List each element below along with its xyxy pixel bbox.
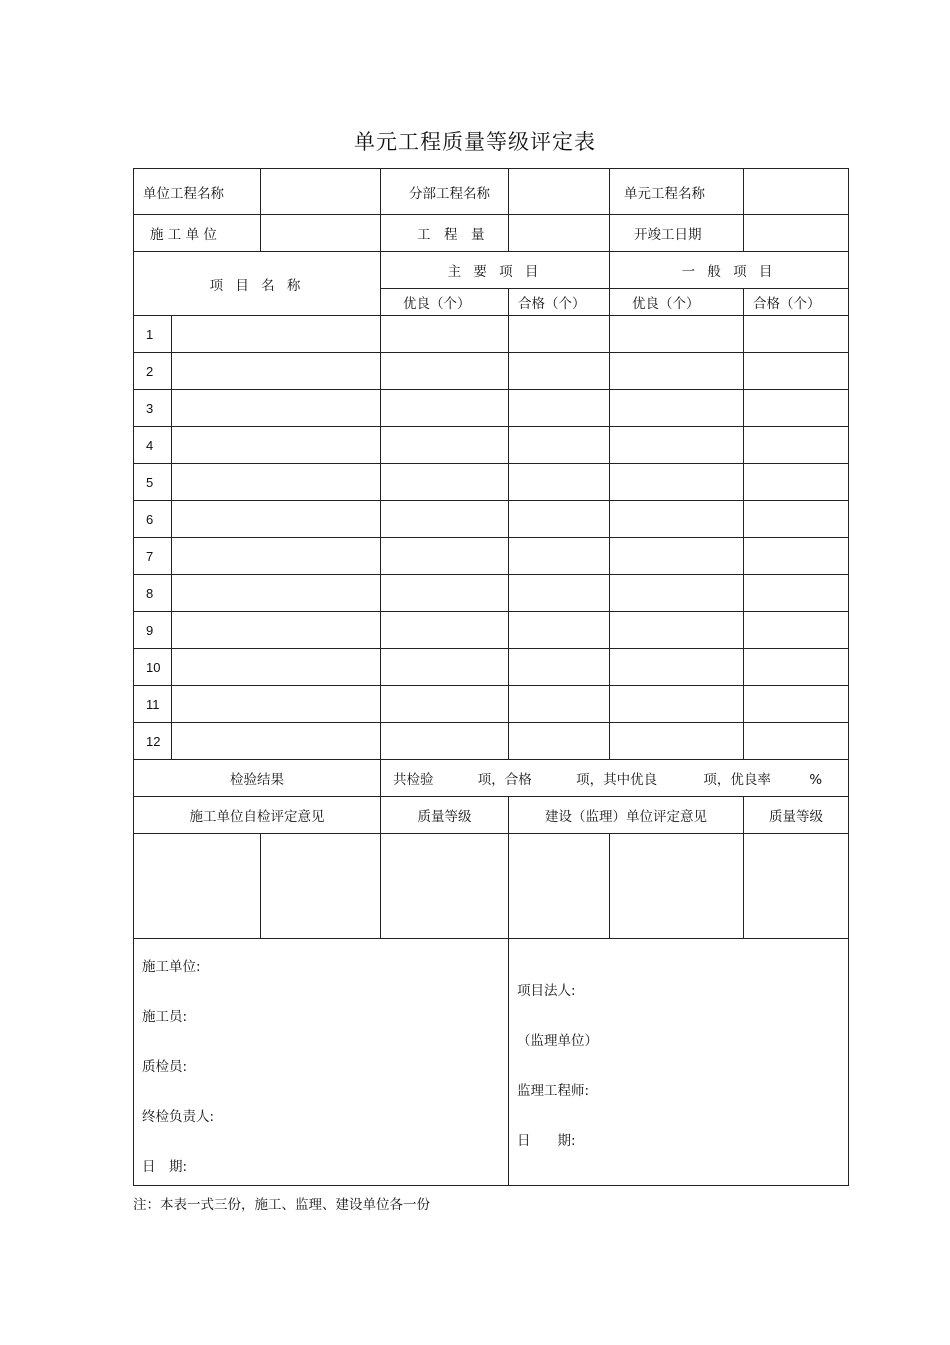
sig-final-inspector: 终检负责人:: [142, 1109, 215, 1125]
sig-inspector: 质检员:: [142, 1059, 188, 1075]
main-qualified-cell[interactable]: [509, 612, 610, 649]
sub-project-value[interactable]: [509, 169, 610, 215]
result-line: [381, 760, 849, 797]
general-excellent-cell[interactable]: [610, 464, 744, 501]
self-opinion-label: 施工单位自检评定意见: [134, 797, 381, 834]
item-row: [134, 390, 849, 427]
main-qualified-cell[interactable]: [509, 427, 610, 464]
sig-contractor: 施工单位:: [142, 959, 201, 975]
item-row: [134, 353, 849, 390]
contractor-label: 施 工 单 位: [134, 215, 261, 252]
sig-constructor: 施工员:: [142, 1009, 188, 1025]
main-excellent-cell[interactable]: [381, 316, 509, 353]
main-excellent-cell[interactable]: [381, 723, 509, 760]
general-excellent-cell[interactable]: [610, 427, 744, 464]
row-number: 1: [134, 316, 172, 353]
item-row: [134, 316, 849, 353]
item-row: [134, 575, 849, 612]
main-excellent-cell[interactable]: [381, 501, 509, 538]
result-percent: %: [809, 772, 823, 788]
owner-grade-cell[interactable]: [744, 834, 849, 939]
sig-supervising-engineer: 监理工程师:: [517, 1083, 590, 1099]
sig-date-left: 日 期:: [142, 1159, 188, 1175]
owner-signature-block[interactable]: [509, 939, 849, 1186]
main-qualified-header: 合格（个）: [509, 289, 610, 316]
row-number: 11: [134, 686, 172, 723]
quantity-label: 工 程 量: [381, 215, 509, 252]
element-project-label: 单元工程名称: [610, 169, 744, 215]
row-number: 12: [134, 723, 172, 760]
page-title: 单元工程质量等级评定表: [354, 130, 596, 154]
item-name-cell[interactable]: [172, 538, 381, 575]
general-qualified-header: 合格（个）: [744, 289, 849, 316]
item-row: [134, 649, 849, 686]
item-name-cell[interactable]: [172, 649, 381, 686]
main-qualified-cell[interactable]: [509, 538, 610, 575]
item-row: [134, 501, 849, 538]
item-row: [134, 612, 849, 649]
main-excellent-cell[interactable]: [381, 353, 509, 390]
general-qualified-cell[interactable]: [744, 575, 849, 612]
dates-label: 开竣工日期: [610, 215, 744, 252]
unit-project-label: 单位工程名称: [134, 169, 261, 215]
main-qualified-cell[interactable]: [509, 353, 610, 390]
row-number: 5: [134, 464, 172, 501]
general-qualified-cell[interactable]: [744, 353, 849, 390]
general-qualified-cell[interactable]: [744, 501, 849, 538]
item-name-cell[interactable]: [172, 723, 381, 760]
sig-supervision-unit: （监理单位）: [517, 1033, 598, 1049]
main-qualified-cell[interactable]: [509, 390, 610, 427]
item-row: [134, 686, 849, 723]
owner-opinion-cell-a[interactable]: [509, 834, 610, 939]
item-name-cell[interactable]: [172, 427, 381, 464]
general-qualified-cell[interactable]: [744, 723, 849, 760]
contractor-signature-block[interactable]: [134, 939, 509, 1186]
item-name-cell[interactable]: [172, 612, 381, 649]
row-number: 7: [134, 538, 172, 575]
general-excellent-cell[interactable]: [610, 723, 744, 760]
row-number: 3: [134, 390, 172, 427]
main-qualified-cell[interactable]: [509, 723, 610, 760]
general-qualified-cell[interactable]: [744, 464, 849, 501]
owner-grade-label: 质量等级: [744, 797, 849, 834]
general-excellent-cell[interactable]: [610, 316, 744, 353]
main-excellent-cell[interactable]: [381, 575, 509, 612]
item-row: [134, 723, 849, 760]
main-excellent-cell[interactable]: [381, 427, 509, 464]
main-excellent-cell[interactable]: [381, 686, 509, 723]
item-name-cell[interactable]: [172, 686, 381, 723]
main-items-header: 主 要 项 目: [381, 252, 610, 289]
item-name-header: 项 目 名 称: [134, 252, 381, 316]
owner-opinion-label: 建设（监理）单位评定意见: [509, 797, 744, 834]
evaluation-form: [133, 168, 849, 1186]
general-qualified-cell[interactable]: [744, 316, 849, 353]
item-name-cell[interactable]: [172, 390, 381, 427]
general-qualified-cell[interactable]: [744, 538, 849, 575]
element-project-value[interactable]: [744, 169, 849, 215]
main-excellent-cell[interactable]: [381, 612, 509, 649]
row-number: 10: [134, 649, 172, 686]
item-row: [134, 427, 849, 464]
sig-date-right: 日 期:: [517, 1133, 576, 1149]
main-qualified-cell[interactable]: [509, 649, 610, 686]
main-excellent-cell[interactable]: [381, 464, 509, 501]
item-name-cell[interactable]: [172, 464, 381, 501]
footnote: 注：本表一式三份，施工、监理、建设单位各一份: [133, 1197, 430, 1213]
general-excellent-cell[interactable]: [610, 538, 744, 575]
general-excellent-cell[interactable]: [610, 686, 744, 723]
row-number: 6: [134, 501, 172, 538]
item-name-cell[interactable]: [172, 316, 381, 353]
main-excellent-cell[interactable]: [381, 390, 509, 427]
main-qualified-cell[interactable]: [509, 316, 610, 353]
general-items-header: 一 般 项 目: [610, 252, 849, 289]
general-qualified-cell[interactable]: [744, 427, 849, 464]
main-qualified-cell[interactable]: [509, 575, 610, 612]
general-excellent-cell[interactable]: [610, 390, 744, 427]
result-excellent-text: 项，其中优良: [576, 772, 658, 788]
row-number: 4: [134, 427, 172, 464]
result-rate-text: 项，优良率: [703, 772, 771, 788]
sub-project-label: 分部工程名称: [381, 169, 509, 215]
contractor-value[interactable]: [261, 215, 381, 252]
main-excellent-cell[interactable]: [381, 538, 509, 575]
quantity-value[interactable]: [509, 215, 610, 252]
main-excellent-header: 优良（个）: [381, 289, 509, 316]
general-qualified-cell[interactable]: [744, 649, 849, 686]
unit-project-value[interactable]: [261, 169, 381, 215]
general-qualified-cell[interactable]: [744, 390, 849, 427]
general-qualified-cell[interactable]: [744, 612, 849, 649]
self-opinion-cell-a[interactable]: [134, 834, 261, 939]
item-name-cell[interactable]: [172, 501, 381, 538]
main-qualified-cell[interactable]: [509, 501, 610, 538]
dates-value[interactable]: [744, 215, 849, 252]
general-excellent-cell[interactable]: [610, 353, 744, 390]
sig-project-owner: 项目法人:: [517, 983, 576, 999]
self-grade-label: 质量等级: [381, 797, 509, 834]
general-excellent-header: 优良（个）: [610, 289, 744, 316]
row-number: 2: [134, 353, 172, 390]
item-name-cell[interactable]: [172, 353, 381, 390]
main-qualified-cell[interactable]: [509, 686, 610, 723]
general-excellent-cell[interactable]: [610, 612, 744, 649]
general-qualified-cell[interactable]: [744, 686, 849, 723]
general-excellent-cell[interactable]: [610, 501, 744, 538]
item-row: [134, 464, 849, 501]
row-number: 8: [134, 575, 172, 612]
result-label: 检验结果: [134, 760, 381, 797]
item-name-cell[interactable]: [172, 575, 381, 612]
general-excellent-cell[interactable]: [610, 575, 744, 612]
result-qualified-text: 项，合格: [477, 772, 532, 788]
self-grade-cell[interactable]: [381, 834, 509, 939]
result-total-text: 共检验: [393, 772, 434, 788]
general-excellent-cell[interactable]: [610, 649, 744, 686]
main-excellent-cell[interactable]: [381, 649, 509, 686]
main-qualified-cell[interactable]: [509, 464, 610, 501]
item-row: [134, 538, 849, 575]
owner-opinion-cell-b[interactable]: [610, 834, 744, 939]
self-opinion-cell-b[interactable]: [261, 834, 381, 939]
row-number: 9: [134, 612, 172, 649]
